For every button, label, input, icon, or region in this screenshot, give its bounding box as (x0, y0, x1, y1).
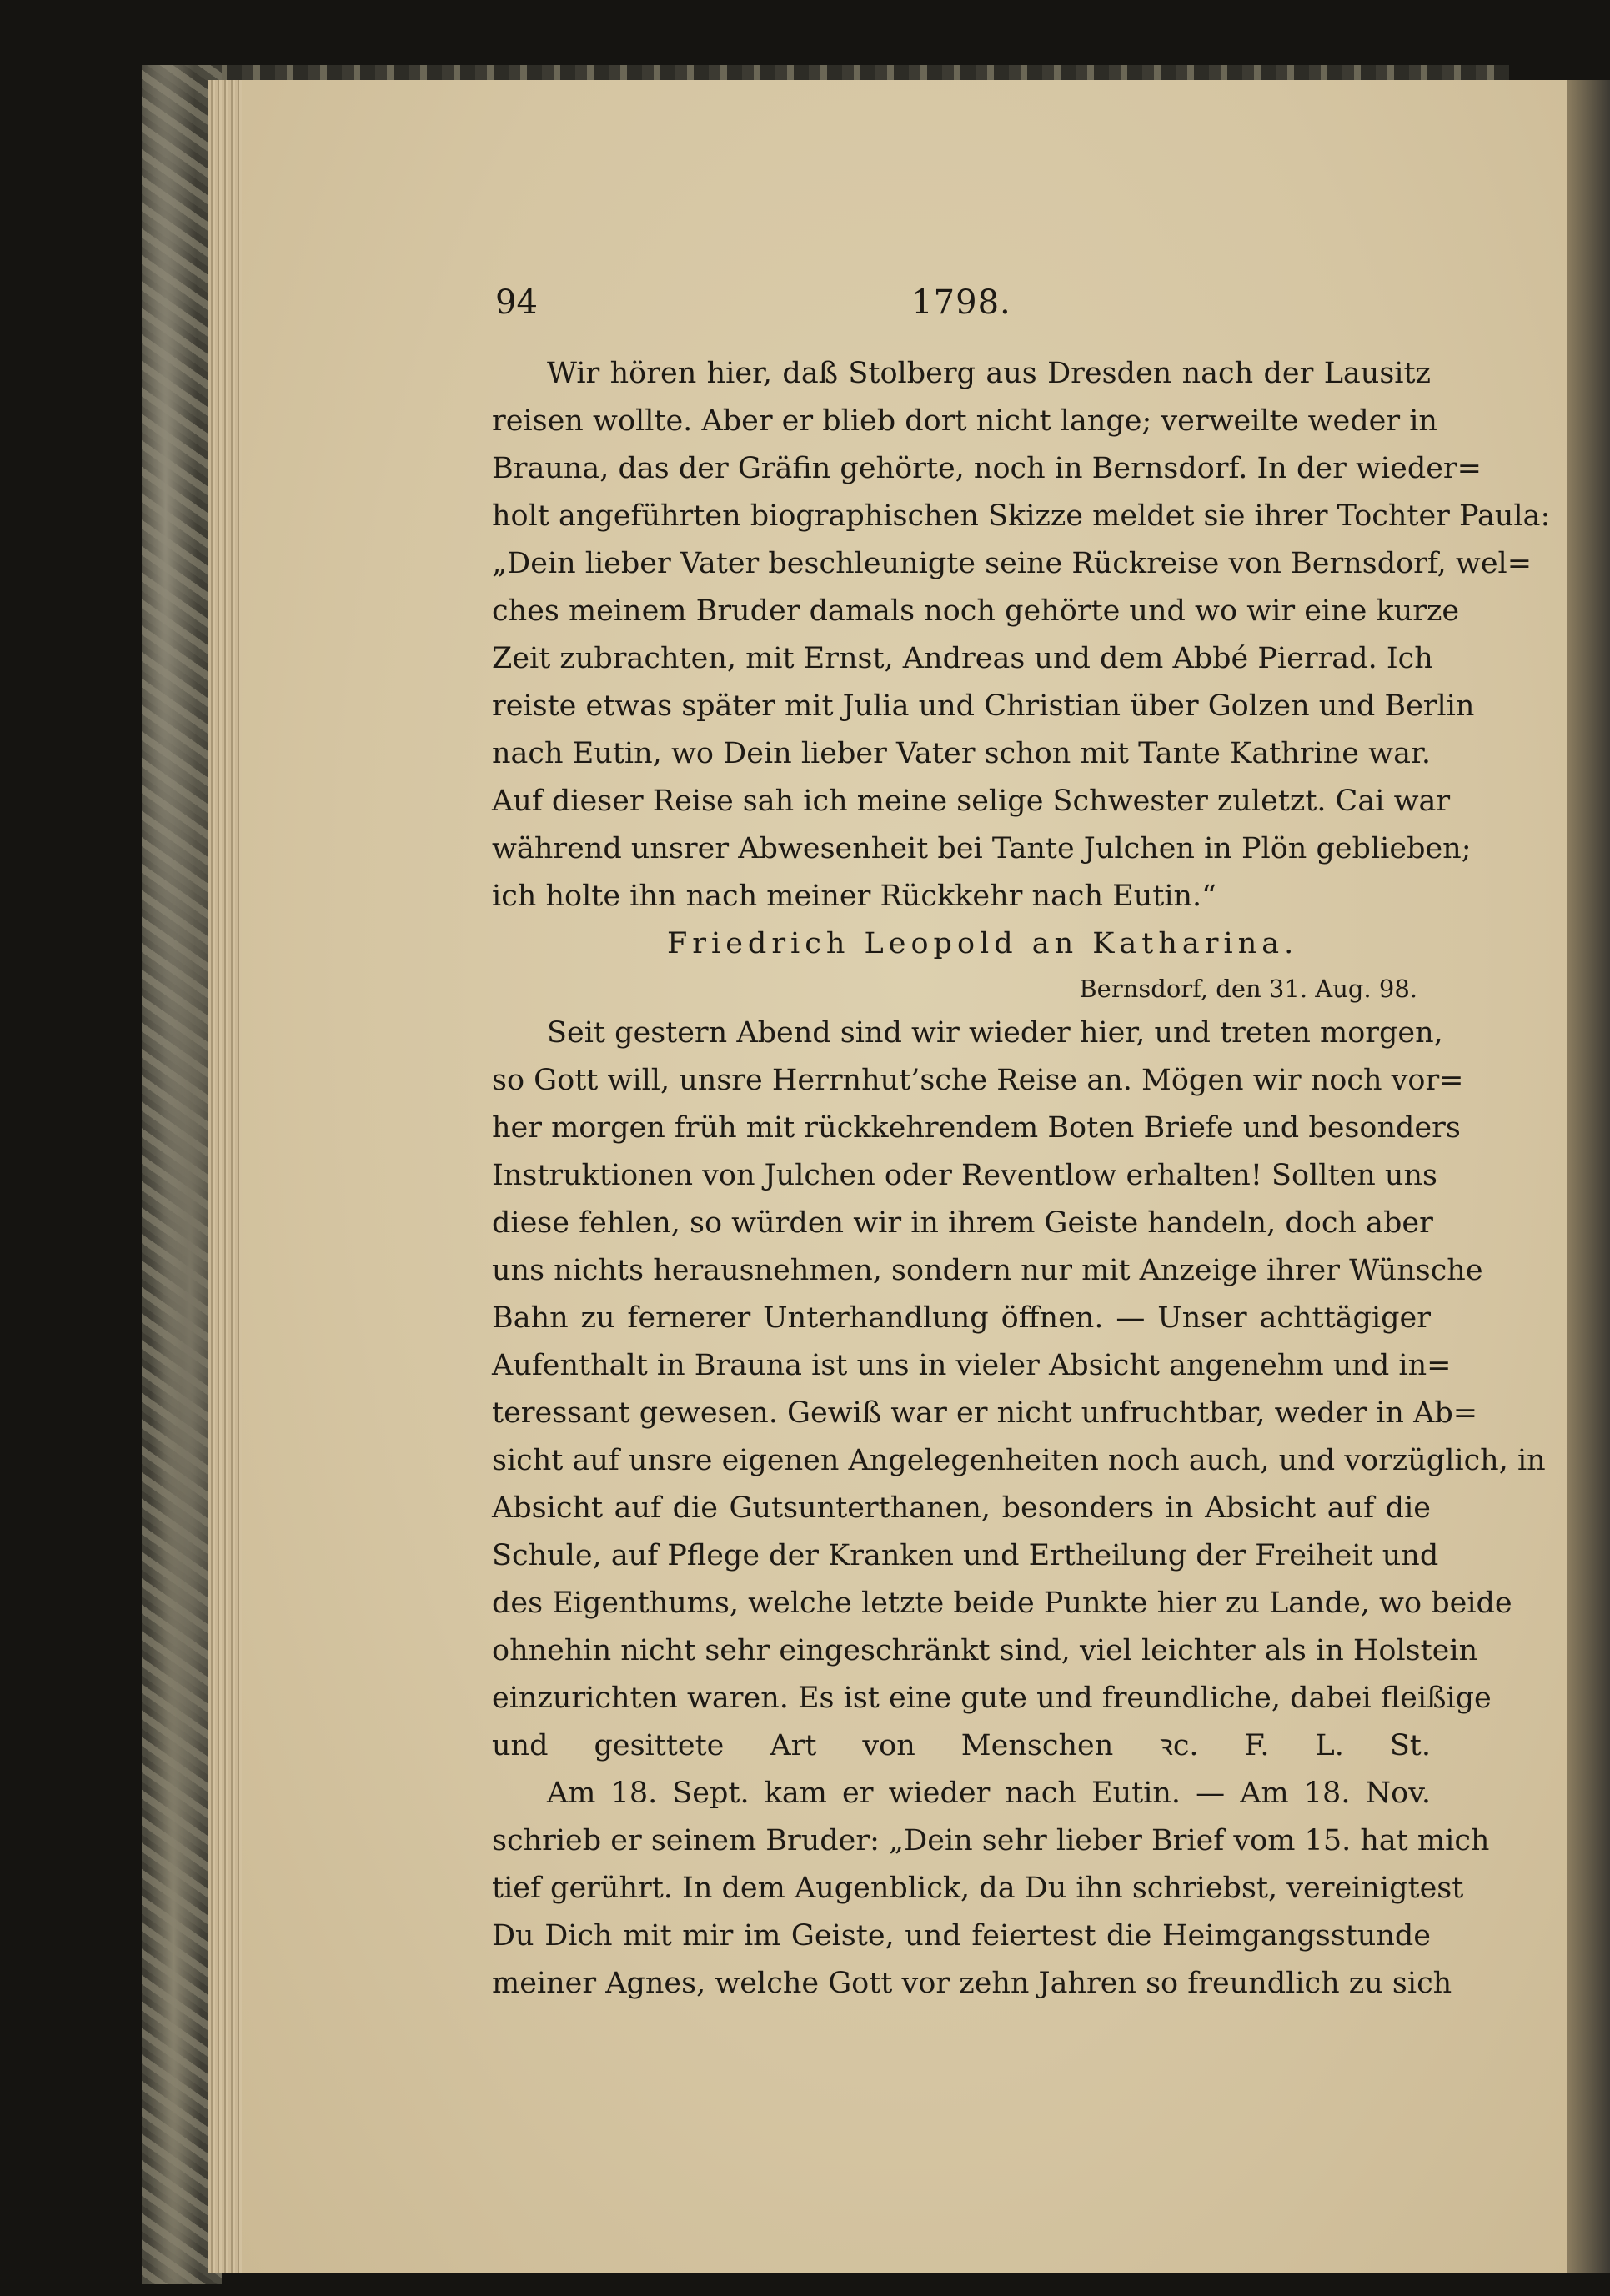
text-line: uns nichts herausnehmen, sondern nur mit Anzeige ihrer Wünsche (492, 1254, 1483, 1287)
page-number: 94 (495, 283, 538, 322)
text-line: Seit gestern Abend sind wir wieder hier, und treten morgen, (547, 1016, 1443, 1050)
text-line-with-signature: und gesittete Art von Menschen ꝛc. F. L. St. (492, 1729, 1431, 1762)
text-line: teressant gewesen. Gewiß war er nicht unfruchtbar, weder in Ab= (492, 1396, 1478, 1430)
letter-dateline: Bernsdorf, den 31. Aug. 98. (1079, 975, 1417, 1003)
text-line: des Eigenthums, welche letzte beide Punkte hier zu Lande, wo beide (492, 1587, 1512, 1620)
text-line: einzurichten waren. Es ist eine gute und freundliche, dabei fleißige (492, 1682, 1492, 1715)
text-line: Aufenthalt in Brauna ist uns in vieler Absicht angenehm und in= (492, 1349, 1452, 1382)
text-line: diese fehlen, so würden wir in ihrem Geiste handeln, doch aber (492, 1206, 1433, 1240)
text-line: reisen wollte. Aber er blieb dort nicht lange; verweilte weder in (492, 404, 1437, 438)
page-header (492, 283, 1431, 350)
text-line: ich holte ihn nach meiner Rückkehr nach Eutin.“ (492, 880, 1217, 913)
text-line: Brauna, das der Gräfin gehörte, noch in Bernsdorf. In der wieder= (492, 452, 1482, 485)
text-line: ches meinem Bruder damals noch gehörte und wo wir eine kurze (492, 594, 1460, 628)
text-line: Du Dich mit mir im Geiste, und feiertest die Heimgangsstunde (492, 1919, 1431, 1953)
paragraph-2 (492, 1770, 1490, 2008)
text-line: holt angeführten biographischen Skizze meldet sie ihrer Tochter Paula: (492, 499, 1551, 533)
text-line: Wir hören hier, daß Stolberg aus Dresden nach der Lausitz (547, 357, 1431, 390)
text-line: tief gerührt. In dem Augenblick, da Du ihn schriebst, vereinigtest (492, 1872, 1464, 1905)
text-line: Schule, auf Pflege der Kranken und Ertheilung der Freiheit und (492, 1539, 1439, 1572)
text-line: her morgen früh mit rückkehrendem Boten Briefe und besonders (492, 1111, 1461, 1145)
text-line: „Dein lieber Vater beschleunigte seine Rückreise von Bernsdorf, wel= (492, 547, 1532, 580)
text-line: Zeit zubrachten, mit Ernst, Andreas und dem Abbé Pierrad. Ich (492, 642, 1433, 675)
text-line: Bahn zu fernerer Unterhandlung öffnen. — Unser achttägiger (492, 1301, 1431, 1335)
text-line: Am 18. Sept. kam er wieder nach Eutin. — Am 18. Nov. (547, 1777, 1431, 1810)
paragraph-1 (492, 350, 1551, 920)
page-gutter-shadow (1567, 80, 1610, 2273)
text-line: Instruktionen von Julchen oder Reventlow erhalten! Sollten uns (492, 1159, 1437, 1192)
text-line: reiste etwas später mit Julia und Christian über Golzen und Berlin (492, 689, 1475, 723)
running-head: 1798. (911, 283, 1011, 322)
text-line: während unsrer Abwesenheit bei Tante Julchen in Plön geblieben; (492, 832, 1472, 865)
text-line: Auf dieser Reise sah ich meine selige Schwester zuletzt. Cai war (492, 785, 1451, 818)
page-text (492, 283, 1551, 2008)
letter-body (492, 1010, 1546, 1770)
text-line: schrieb er seinem Bruder: „Dein sehr lieber Brief vom 15. hat mich (492, 1824, 1490, 1857)
text-line: so Gott will, unsre Herrnhut’sche Reise an. Mögen wir noch vor= (492, 1064, 1464, 1097)
text-line: sicht auf unsre eigenen Angelegenheiten noch auch, und vorzüglich, in (492, 1444, 1546, 1477)
text-line: Absicht auf die Gutsunterthanen, besonders in Absicht auf die (492, 1491, 1431, 1525)
text-line: meiner Agnes, welche Gott vor zehn Jahren so freundlich zu sich (492, 1967, 1452, 2000)
text-line: nach Eutin, wo Dein lieber Vater schon mit Tante Kathrine war. (492, 737, 1431, 770)
text-line: ohnehin nicht sehr eingeschränkt sind, viel leichter als in Holstein (492, 1634, 1478, 1667)
letter-heading: Friedrich Leopold an Katharina. (667, 927, 1299, 960)
